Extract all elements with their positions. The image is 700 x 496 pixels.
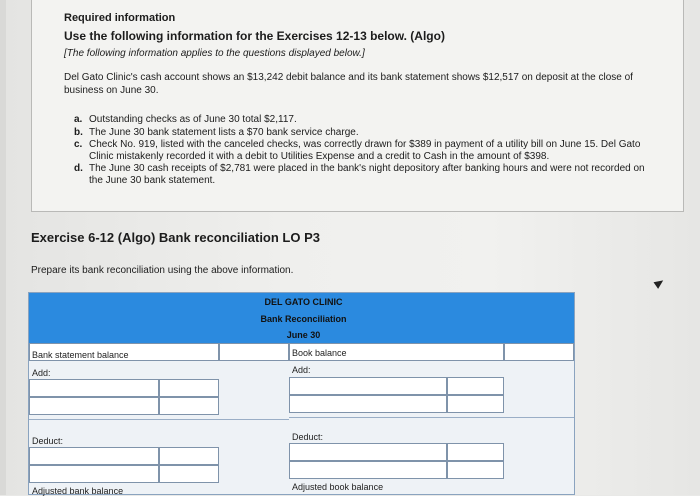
book-balance-input[interactable] xyxy=(504,343,574,361)
required-info-note: [The following information applies to the questions displayed below.] xyxy=(64,48,365,59)
book-add-amount-input-2[interactable] xyxy=(447,395,504,413)
book-add-amount-input-1[interactable] xyxy=(447,377,504,395)
list-item: d. The June 30 cash receipts of $2,781 were placed in the bank's night depository after banking hours and were not recorded on the June 30 bank statement. xyxy=(74,163,645,186)
bank-reconciliation-table xyxy=(28,292,575,495)
bank-balance-input[interactable] xyxy=(219,343,289,361)
bank-divider xyxy=(29,419,289,420)
required-info-heading: Use the following information for the Exercises 12-13 below. (Algo) xyxy=(64,29,445,43)
left-edge xyxy=(0,0,6,495)
list-item: c. Check No. 919, listed with the canceled checks, was correctly drawn for $389 in payment of a utility bill on June 15. Del Gato Clinic mistakenly recorded it with a debit to Utilities Expense and a credit to Cash in the amount of $398. xyxy=(74,139,641,162)
bank-add-label: Add: xyxy=(32,368,51,378)
book-divider xyxy=(289,417,574,418)
book-deduct-amount-input-1[interactable] xyxy=(447,443,504,461)
book-deduct-amount-input-2[interactable] xyxy=(447,461,504,479)
book-deduct-label: Deduct: xyxy=(292,432,324,442)
bank-deduct-label: Deduct: xyxy=(32,436,64,446)
book-add-desc-input-1[interactable] xyxy=(289,377,447,395)
required-info-title: Required information xyxy=(64,12,176,24)
required-info-items xyxy=(74,114,654,187)
list-item: b. The June 30 bank statement lists a $70 bank service charge. xyxy=(74,126,359,138)
book-add-label: Add: xyxy=(292,365,311,375)
book-deduct-desc-input-1[interactable] xyxy=(289,443,447,461)
book-add-desc-input-2[interactable] xyxy=(289,395,447,413)
bank-deduct-desc-input-2[interactable] xyxy=(29,465,159,483)
book-deduct-desc-input-2[interactable] xyxy=(289,461,447,479)
bank-deduct-amount-input-1[interactable] xyxy=(159,447,219,465)
bank-adjusted-label: Adjusted bank balance xyxy=(32,486,124,496)
required-info-intro: Del Gato Clinic's cash account shows an $13,242 debit balance and its bank statement shows $12,517 on deposit at the close of business on June 30. xyxy=(64,72,633,96)
exercise-title: Exercise 6-12 (Algo) Bank reconciliation LO P3 xyxy=(31,230,320,245)
recon-date: June 30 xyxy=(29,327,574,343)
recon-title: Bank Reconciliation xyxy=(29,311,574,327)
bank-add-desc-input-1[interactable] xyxy=(29,379,159,397)
bank-add-amount-input-1[interactable] xyxy=(159,379,219,397)
book-adjusted-label: Adjusted book balance xyxy=(292,482,384,492)
bank-deduct-amount-input-2[interactable] xyxy=(159,465,219,483)
bank-add-amount-input-2[interactable] xyxy=(159,397,219,415)
list-item: a. Outstanding checks as of June 30 total $2,117. xyxy=(74,114,297,125)
book-balance-label: Book balance xyxy=(292,348,347,358)
bank-deduct-desc-input-1[interactable] xyxy=(29,447,159,465)
exercise-prompt: Prepare its bank reconciliation using the above information. xyxy=(31,265,294,276)
bank-balance-label: Bank statement balance xyxy=(32,350,129,360)
bank-add-desc-input-2[interactable] xyxy=(29,397,159,415)
recon-company: DEL GATO CLINIC xyxy=(29,293,574,311)
